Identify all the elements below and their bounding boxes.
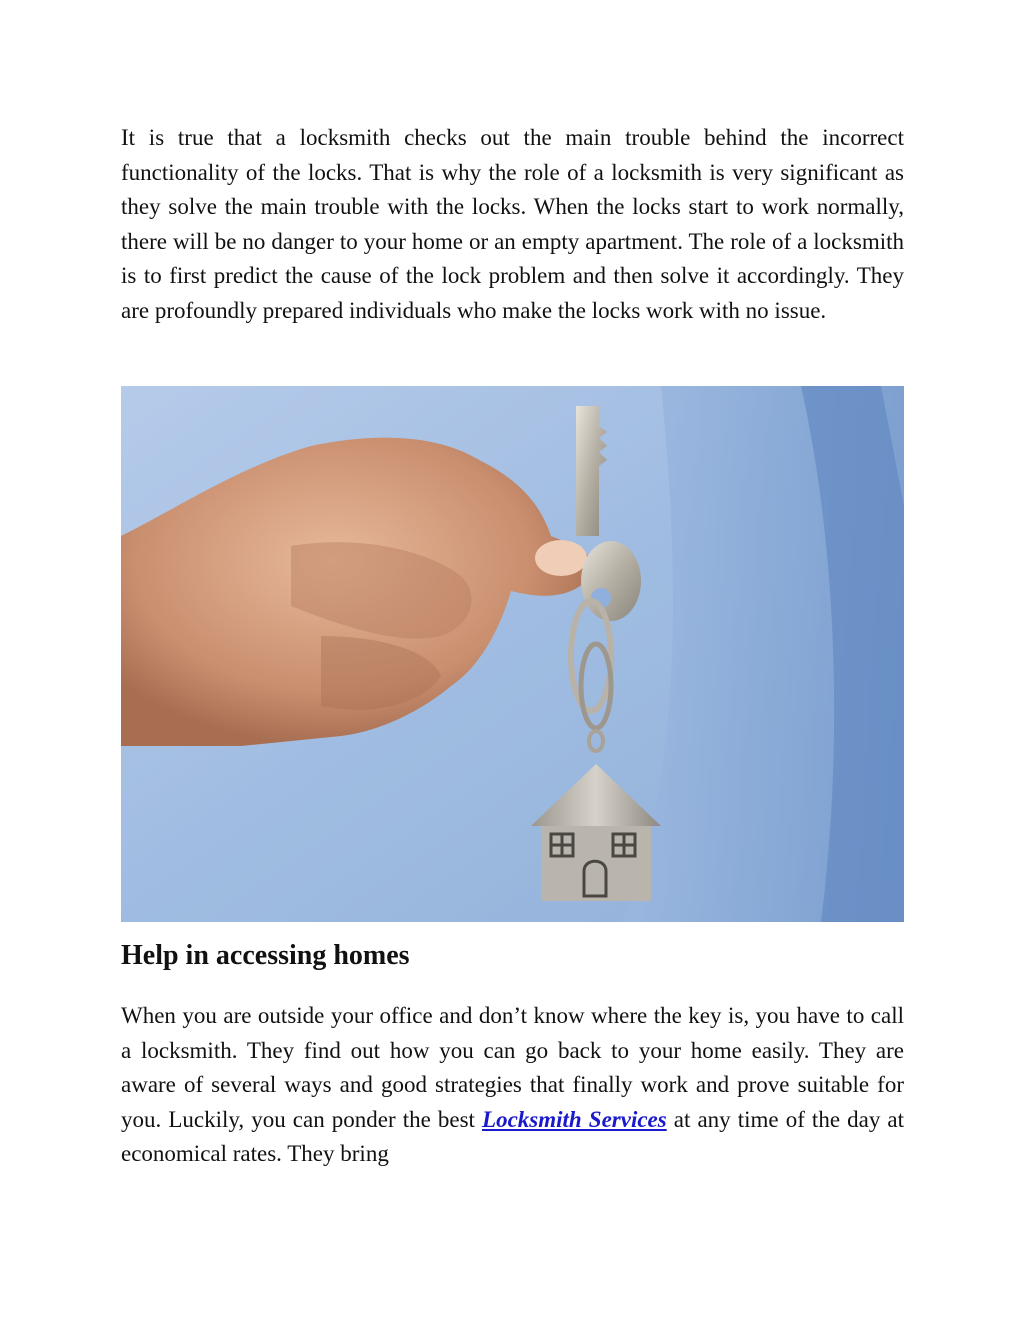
- hand-holding-house-key-photo: [121, 386, 904, 922]
- paragraph-text-before-link: When you are outside your office and don’t know where the key is, you have to call a locksmith. They find out how you can go back to your home easily. They are aware of several ways and good strategies that finally work and prove suitable for you. Luckily, you can ponder the best: [121, 1003, 904, 1132]
- section-heading: Help in accessing homes: [121, 940, 410, 971]
- paragraph-text-after-link: at any time of the day at economical rates. They bring: [121, 1106, 904, 1166]
- locksmith-services-link[interactable]: Locksmith Services: [482, 1106, 667, 1132]
- intro-paragraph: It is true that a locksmith checks out the main trouble behind the incorrect functionality of the locks. That is why the role of a locksmith is very significant as they solve the main trouble with the locks. When the locks start to work normally, there will be no danger to your home or an empty apartment. The role of a locksmith is to first predict the cause of the lock problem and then solve it accordingly. They are profoundly prepared individuals who make the locks work with no issue.: [121, 125, 904, 323]
- body-paragraph: [121, 999, 904, 1172]
